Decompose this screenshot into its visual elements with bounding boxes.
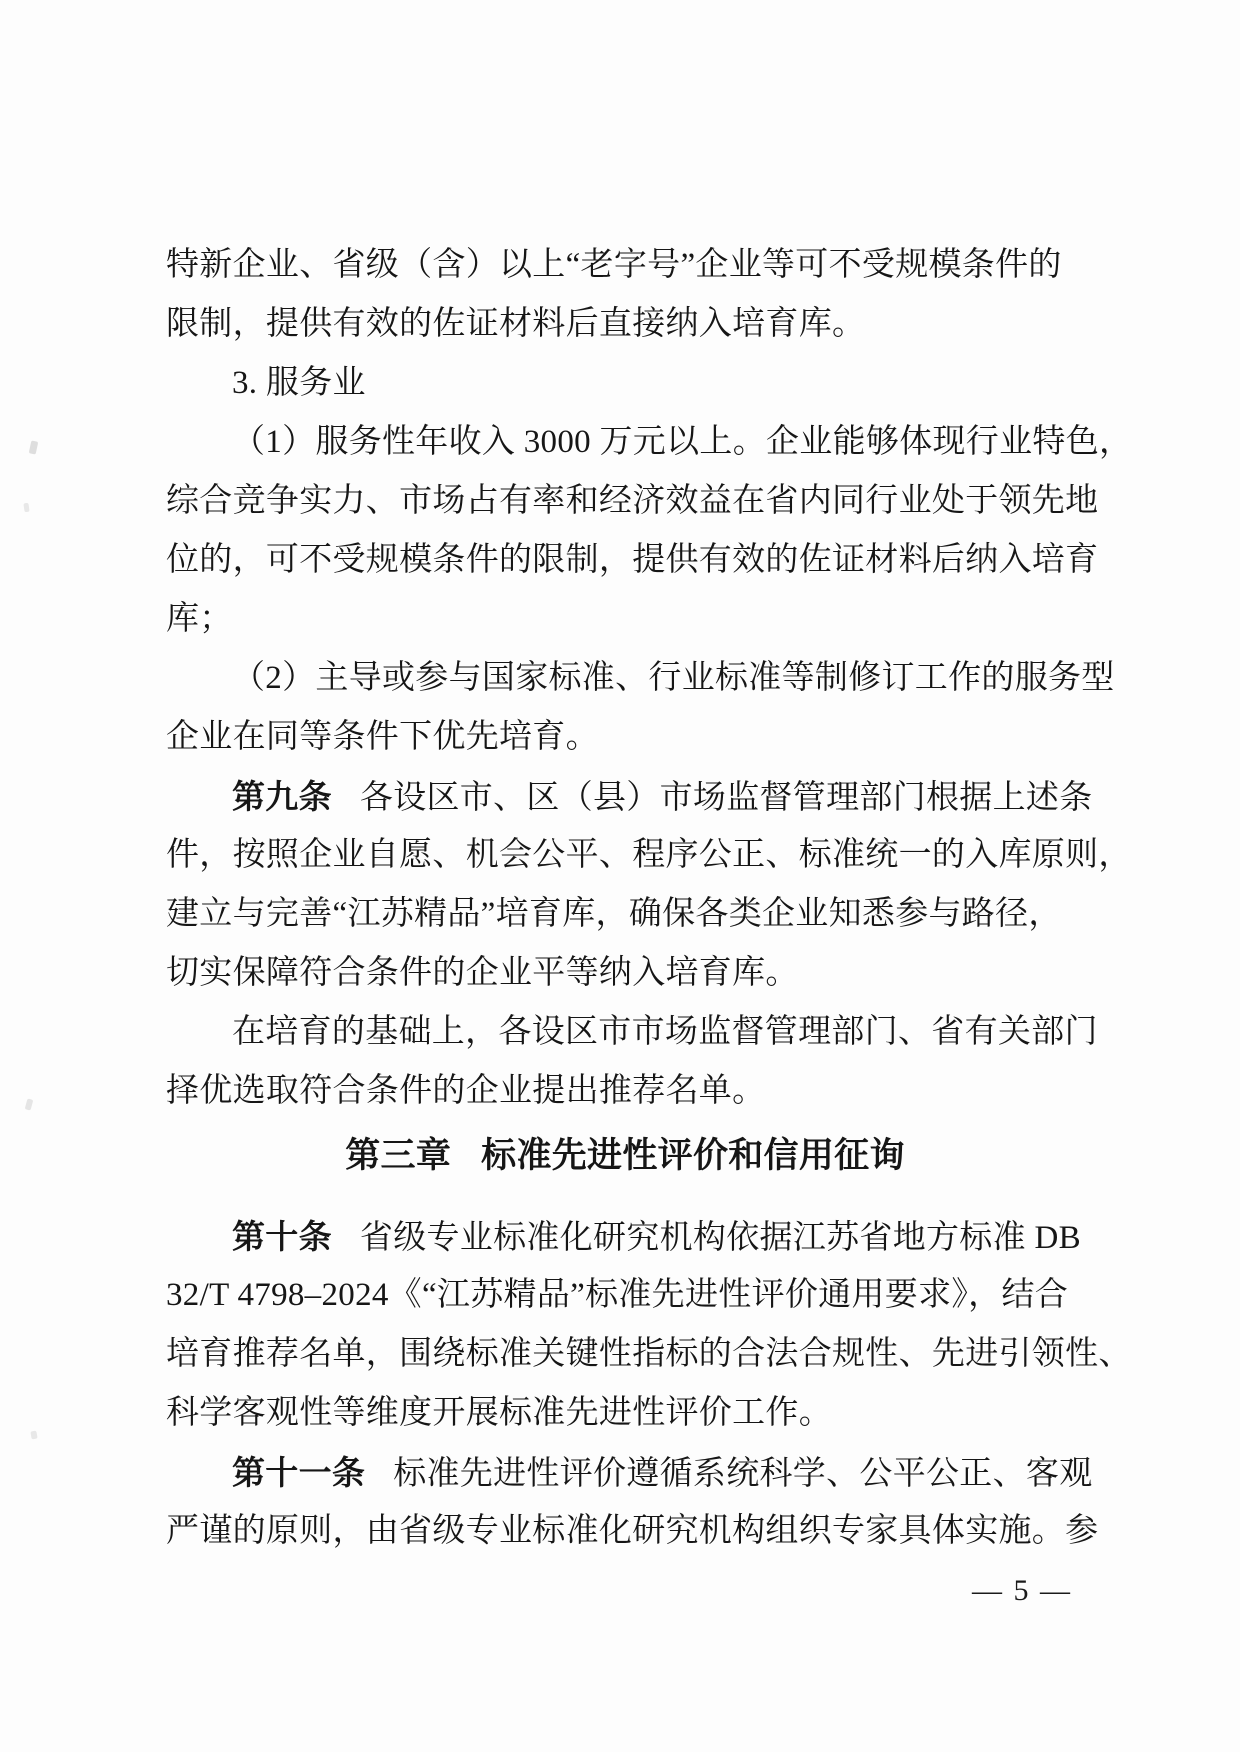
text-segment: 建立与完善“江苏精品”培育库，确保各类企业知悉参与路径， (166, 896, 1062, 932)
text-segment: 严谨的原则，由省级专业标准化研究机构组织专家具体实施。参 (166, 1513, 1099, 1549)
text-line (166, 1384, 1084, 1443)
text-line (166, 708, 1084, 767)
text-segment: 3. 服务业 (232, 365, 366, 401)
text-segment: 32/T 4798–2024《“江苏精品”标准先进性评价通用要求》，结合 (166, 1277, 1069, 1313)
text-segment: 科学客观性等维度开展标准先进性评价工作。 (166, 1395, 832, 1431)
scan-artifact (25, 1098, 34, 1110)
text-line (166, 1062, 1084, 1121)
text-line (166, 1502, 1099, 1561)
text-line (166, 826, 1132, 885)
text-line (166, 236, 1084, 295)
document-body (166, 236, 1133, 1561)
text-segment: （2）主导或参与国家标准、行业标准等制修订工作的服务型 (232, 660, 1115, 696)
text-segment: 培育推荐名单，围绕标准关键性指标的合法合规性、先进引领性、 (166, 1336, 1132, 1372)
bold-text-segment: 标准先进性评价和信用征询 (481, 1136, 905, 1175)
text-segment: 在培育的基础上，各设区市市场监督管理部门、省有关部门 (232, 1014, 1098, 1050)
text-line (166, 590, 1084, 649)
text-segment: 综合竞争实力、市场占有率和经济效益在省内同行业处于领先地 (166, 483, 1099, 519)
text-line (166, 1325, 1132, 1384)
text-segment: （1）服务性年收入 3000 万元以上。企业能够体现行业特色， (232, 424, 1133, 460)
text-line (166, 649, 1115, 708)
scan-artifact (23, 503, 29, 513)
text-segment: 择优选取符合条件的企业提出推荐名单。 (166, 1073, 766, 1109)
bold-text-segment: 第十条 (232, 1218, 332, 1255)
text-line (166, 1443, 1093, 1502)
text-line (166, 1207, 1084, 1266)
chapter-heading (166, 1126, 1084, 1185)
text-segment: 切实保障符合条件的企业平等纳入培育库。 (166, 955, 799, 991)
text-segment: 限制，提供有效的佐证材料后直接纳入培育库。 (166, 306, 866, 342)
text-segment: 企业在同等条件下优先培育。 (166, 719, 599, 755)
page-number: — 5 — (972, 1574, 1072, 1607)
text-segment: 标准先进性评价遵循系统科学、公平公正、客观 (393, 1456, 1093, 1492)
text-segment: 省级专业标准化研究机构依据江苏省地方标准 DB (359, 1220, 1081, 1256)
text-line (166, 885, 1084, 944)
text-line (166, 1266, 1084, 1325)
text-line (166, 531, 1099, 590)
bold-text-segment: 第九条 (232, 778, 332, 815)
text-line (166, 472, 1099, 531)
text-line (166, 767, 1093, 826)
text-segment: 库； (166, 601, 233, 637)
scan-artifact (30, 1431, 37, 1440)
text-line (166, 354, 1084, 413)
text-line (166, 944, 1084, 1003)
text-line (166, 1003, 1098, 1062)
scan-artifact (29, 440, 39, 454)
bold-text-segment: 第十一条 (232, 1454, 366, 1491)
text-line (166, 413, 1133, 472)
text-segment: 件，按照企业自愿、机会公平、程序公正、标准统一的入库原则， (166, 837, 1132, 873)
bold-text-segment: 第三章 (345, 1136, 452, 1175)
text-line (166, 295, 1084, 354)
text-segment: 位的，可不受规模条件的限制，提供有效的佐证材料后纳入培育 (166, 542, 1099, 578)
text-segment: 各设区市、区（县）市场监督管理部门根据上述条 (359, 780, 1093, 816)
text-segment: 特新企业、省级（含）以上“老字号”企业等可不受规模条件的 (166, 247, 1062, 283)
